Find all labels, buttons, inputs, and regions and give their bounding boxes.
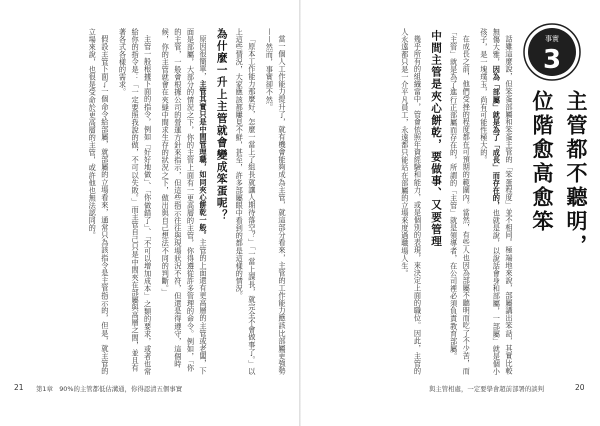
running-footer: 第1章 90%的主管都低估溝通，你得認清五個事實 xyxy=(36,385,183,393)
emphasis-text: 因為「部屬」就是為了「成長」而存在的， xyxy=(492,65,502,210)
paragraph-rest: 也就是說，以說話會身和部屬，一部屬」就是個小孩子，是一塊璞玉，尚有可能性極大的。 xyxy=(479,28,502,376)
paragraph xyxy=(159,28,209,376)
paragraph xyxy=(477,28,515,376)
chapter-title xyxy=(525,90,593,330)
badge-label: 事實 xyxy=(545,35,559,43)
left-page xyxy=(0,0,299,426)
left-body-text xyxy=(6,28,288,376)
section-heading: 中間主管是夾心餅乾，要做事、又要管理 xyxy=(430,30,443,248)
running-footer: 與主管相處，一定要學會超前部署的談判 xyxy=(429,385,545,393)
emphasis-text: 主管其實只是中間管理職，如同夾心餅乾一般。 xyxy=(199,80,209,240)
right-body-text xyxy=(313,28,515,376)
paragraph-intro: 原因很簡單， xyxy=(199,35,209,81)
paragraph: 當一個人工作能力提升了，就有機會能夠成為主管，就這部分看來，主管的工作能力應該比部屬更強勢——然而，事實卻不然。 xyxy=(265,28,287,375)
paragraph: 主管一般根據下面的指令，例如「好好地做」、「你做錯了」、「不可以增加成本」之類的要求，或者也常給你的指令是：「一定要照我說的做，不可以失敗。」而主管自己只是中間夾在部屬與高層之間，並且有著各式各樣的需求。 xyxy=(118,28,153,376)
chapter-badge xyxy=(522,22,582,82)
badge-circle-icon xyxy=(522,22,582,82)
title-line-1: 主管都不聽明， xyxy=(564,90,588,258)
paragraph: 「原本工作能力那麼好，怎麼一當上了組長就讓人期待落空？」「一當上課長，就完全不會做事了。」以上這些情況，大家應該都屢見不鮮，甚至，許多部屬眼中看到的都是這樣的情況。 xyxy=(235,28,257,376)
title-line-2: 位階愈高愈笨 xyxy=(530,90,554,234)
paragraph: 在成長之前，他們受挫的程度都在可預期的範圍內。當然，有些人也因為部屬不聽明而吃了不少苦，而「主管」就是為了進行正部屬而存在的，所謂的「主管」就是領導者，在公司裡必須負責教育部屬。 xyxy=(449,28,472,375)
right-page xyxy=(301,0,600,426)
page-number: 20 xyxy=(575,383,585,392)
paragraph: 幾乎所有的組織當中，管會依照年資經驗和能力，或是個別的表現，來決定上面的職位。因此，主管的人永遠都只是一介平凡員工，永遠都只能站在部屬的立場來度過職場人生。 xyxy=(400,28,423,375)
section-heading: 為什麼一升上主管就會變成笨蛋呢？ xyxy=(215,28,228,222)
page-number: 21 xyxy=(14,383,24,392)
paragraph-rest: 主管的上面還有更高層的主管或老闆，下面是部屬，大部分的情況之下，你的主管上面有一更高層的主管，你得遵從許多管理的命令。例如，「你的主管，一般會根據公司的營運方針來指示，但這些指示往往與現場狀況不符，但還是得遵守，這個時候，你的主管就會在夾縫中間求生存的狀況之下，做出與自己想法不同的判斷。」 xyxy=(161,28,209,375)
paragraph: 假設主管下面了一個命令給部屬，就部屬的立場看來，通常只為該指令是主管指示的，但是，就主管的立場來說，也很是受命於更高層的主管，或許他也無法認同的。 xyxy=(88,28,110,375)
badge-number: 3 xyxy=(542,45,562,75)
paragraph-plain: 話雖這麼說，但笨蛋部屬和笨蛋主管的「笨蛋程度」並不相同。極端地來說，部屬講出笨話，其實比較無傷大雅， xyxy=(492,28,514,375)
